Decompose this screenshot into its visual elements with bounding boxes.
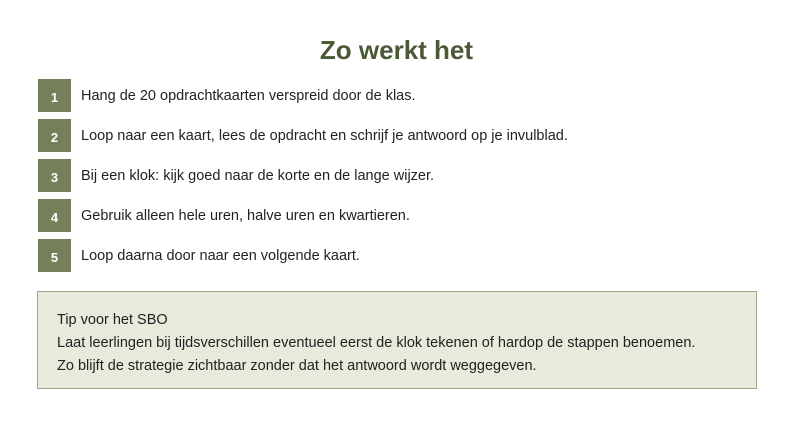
step-number-badge: 2 bbox=[38, 119, 71, 152]
step-item bbox=[38, 119, 758, 153]
step-item bbox=[38, 239, 758, 273]
step-text: Loop naar een kaart, lees de opdracht en schrijf je antwoord op je invulblad. bbox=[81, 128, 568, 144]
tip-text-line: Laat leerlingen bij tijdsverschillen eventueel eerst de klok tekenen of hardop de stappen benoemen. bbox=[57, 335, 696, 351]
step-text: Hang de 20 opdrachtkaarten verspreid door de klas. bbox=[81, 88, 416, 104]
step-number-badge: 5 bbox=[38, 239, 71, 272]
step-number-badge: 1 bbox=[38, 79, 71, 112]
step-text: Bij een klok: kijk goed naar de korte en de lange wijzer. bbox=[81, 168, 435, 184]
tip-text-line: Zo blijft de strategie zichtbaar zonder dat het antwoord wordt weggegeven. bbox=[57, 358, 537, 374]
tip-box bbox=[37, 291, 757, 389]
step-number-badge: 4 bbox=[38, 199, 71, 232]
steps-list bbox=[38, 79, 758, 279]
page-title: Zo werkt het bbox=[319, 35, 474, 65]
tip-heading: Tip voor het SBO bbox=[57, 312, 168, 328]
step-item bbox=[38, 159, 758, 193]
step-item bbox=[38, 199, 758, 233]
step-item bbox=[38, 79, 758, 113]
step-text: Gebruik alleen hele uren, halve uren en kwartieren. bbox=[81, 208, 410, 224]
step-text: Loop daarna door naar een volgende kaart. bbox=[81, 248, 360, 264]
step-number-badge: 3 bbox=[38, 159, 71, 192]
